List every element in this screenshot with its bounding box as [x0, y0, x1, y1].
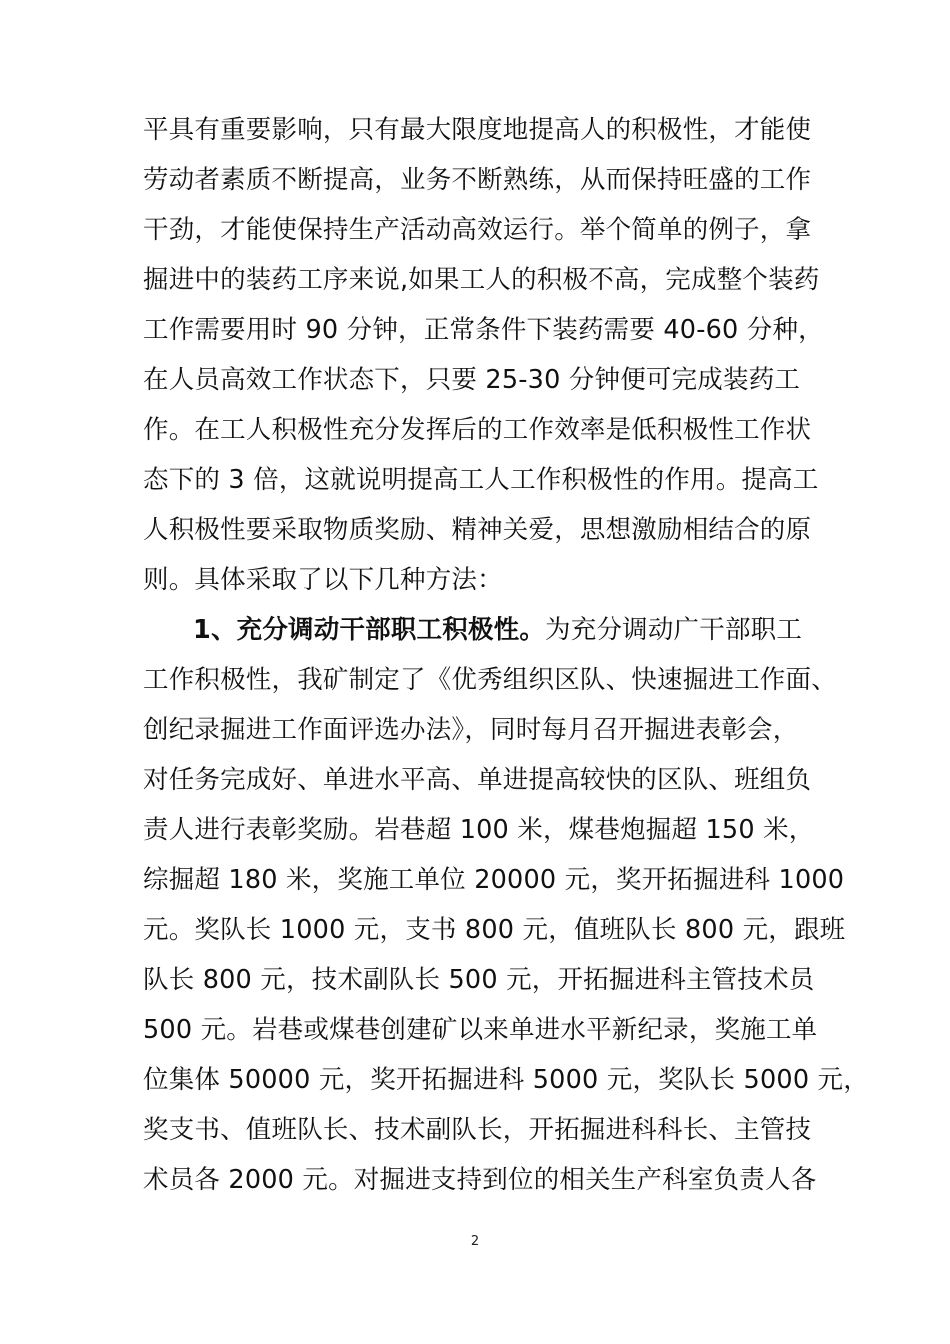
section-line: 术员各 2000 元。对掘进支持到位的相关生产科室负责人各: [143, 1165, 817, 1195]
body-line: 平具有重要影响，只有最大限度地提高人的积极性，才能使: [143, 115, 812, 145]
body-line: 掘进中的装药工序来说,如果工人的积极不高，完成整个装药: [143, 265, 820, 295]
body-line: 工作需要用时 90 分钟，正常条件下装药需要 40-60 分种，: [143, 315, 824, 345]
section-line: 元。奖队长 1000 元，支书 800 元，值班队长 800 元，跟班: [143, 915, 846, 945]
section-line: 创纪录掘进工作面评选办法》，同时每月召开掘进表彰会，: [143, 715, 799, 745]
section-line: 综掘超 180 米，奖施工单位 20000 元，奖开拓掘进科 1000: [143, 865, 845, 895]
section-line: 500 元。岩巷或煤巷创建矿以来单进水平新纪录，奖施工单: [143, 1015, 818, 1045]
section-line: 责人进行表彰奖励。岩巷超 100 米，煤巷炮掘超 150 米，: [143, 815, 815, 845]
body-line: 劳动者素质不断提高，业务不断熟练，从而保持旺盛的工作: [143, 165, 812, 195]
section-line: 奖支书、值班队长、技术副队长，开拓掘进科科长、主管技: [143, 1115, 812, 1145]
section-heading: 1、充分调动干部职工积极性。: [193, 615, 546, 645]
body-line: 作。在工人积极性充分发挥后的工作效率是低积极性工作状: [143, 415, 812, 445]
section-first-line: [193, 605, 813, 655]
body-line: 态下的 3 倍，这就说明提高工人工作积极性的作用。提高工: [143, 465, 819, 495]
body-line: 干劲，才能使保持生产活动高效运行。举个简单的例子，拿: [143, 215, 812, 245]
section-line: 位集体 50000 元，奖开拓掘进科 5000 元，奖队长 5000 元，: [143, 1065, 869, 1095]
page-number: 2: [470, 1234, 480, 1249]
section-first-line-text: 为充分调动广干部职工: [545, 615, 803, 645]
body-line: 则。具体采取了以下几种方法：: [143, 565, 503, 595]
body-line: 人积极性要采取物质奖励、精神关爱，思想激励相结合的原: [143, 515, 812, 545]
section-line: 工作积极性，我矿制定了《优秀组织区队、快速掘进工作面、: [143, 665, 837, 695]
section-line: 队长 800 元，技术副队长 500 元，开拓掘进科主管技术员: [143, 965, 815, 995]
section-line: 对任务完成好、单进水平高、单进提高较快的区队、班组负: [143, 765, 812, 795]
body-line: 在人员高效工作状态下，只要 25-30 分钟便可完成装药工: [143, 365, 801, 395]
